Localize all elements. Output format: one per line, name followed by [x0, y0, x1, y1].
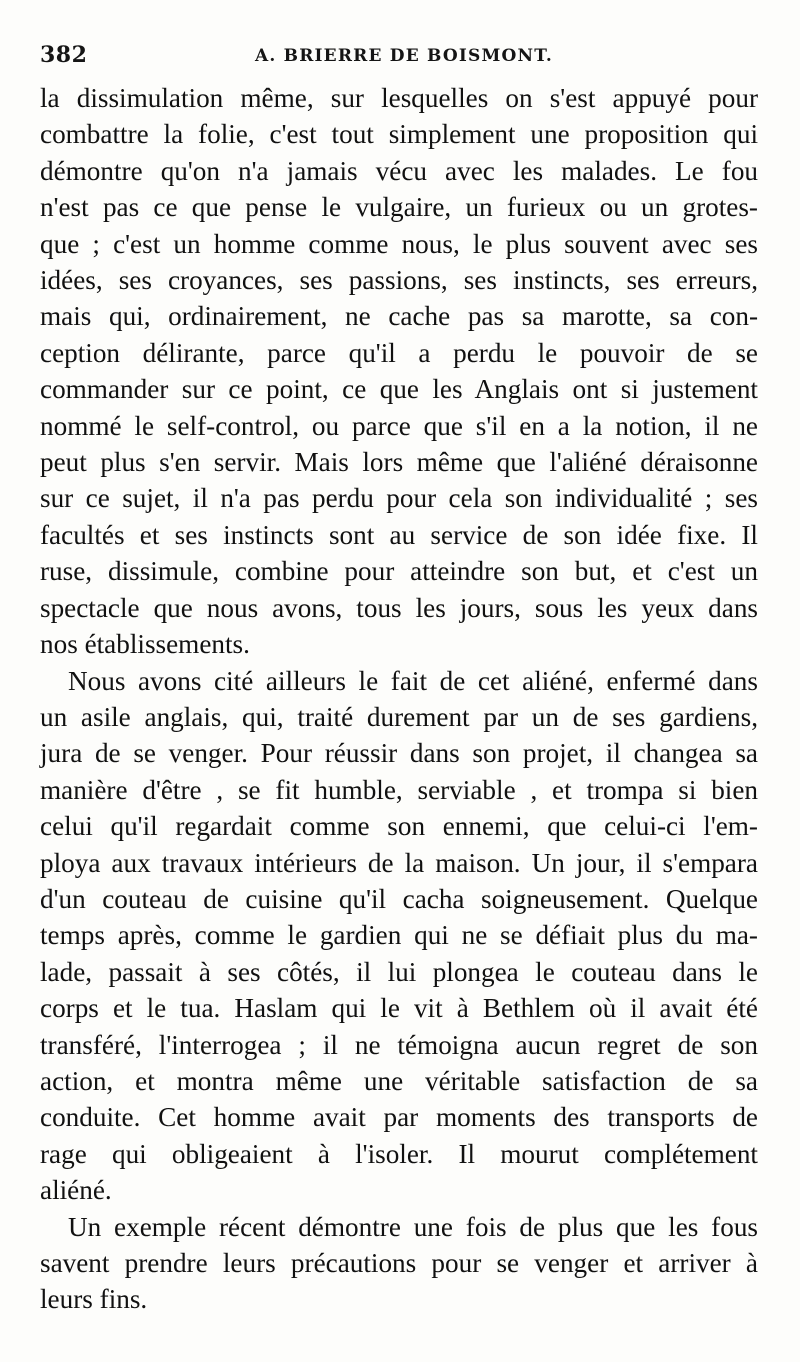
text-line: démontre qu'on n'a jamais vécu avec les malades. Le fou: [40, 155, 758, 186]
paragraph-3: [40, 1209, 758, 1318]
paragraph-1: [40, 80, 758, 663]
paragraph-2: [40, 663, 758, 1209]
text-line: lade, passait à ses côtés, il lui plongea le couteau dans le: [40, 956, 758, 987]
text-line: aliéné.: [40, 1175, 112, 1206]
body-text: [40, 80, 758, 1318]
text-line: leurs fins.: [40, 1284, 148, 1315]
text-line: ception délirante, parce qu'il a perdu le pouvoir de se: [40, 337, 758, 368]
text-line: celui qu'il regardait comme son ennemi, que celui-ci l'em-: [40, 811, 758, 842]
text-line: peut plus s'en servir. Mais lors même que l'aliéné déraisonne: [40, 447, 758, 478]
text-line: temps après, comme le gardien qui ne se défiait plus du ma-: [40, 920, 758, 951]
text-line: commander sur ce point, ce que les Anglais ont si justement: [40, 374, 758, 405]
text-line: rage qui obligeaient à l'isoler. Il mourut complétement: [40, 1138, 758, 1169]
text-line: ruse, dissimule, combine pour atteindre son but, et c'est un: [40, 556, 758, 587]
text-line: spectacle que nous avons, tous les jours, sous les yeux dans: [40, 592, 758, 623]
text-line: n'est pas ce que pense le vulgaire, un furieux ou un grotes-: [40, 192, 758, 223]
text-line: corps et le tua. Haslam qui le vit à Bethlem où il avait été: [40, 993, 758, 1024]
text-line: conduite. Cet homme avait par moments des transports de: [40, 1102, 758, 1133]
text-line: transféré, l'interrogea ; il ne témoigna aucun regret de son: [40, 1029, 758, 1060]
running-head: A. BRIERRE DE BOISMONT.: [255, 46, 554, 66]
text-line: action, et montra même une véritable satisfaction de sa: [40, 1065, 758, 1096]
page-number: 382: [40, 42, 88, 68]
text-line: manière d'être , se fit humble, serviable , et trompa si bien: [40, 774, 758, 805]
text-line: Un exemple récent démontre une fois de plus que les fous: [68, 1211, 758, 1242]
text-line: combattre la folie, c'est tout simplement une proposition qui: [40, 119, 758, 150]
text-line: ploya aux travaux intérieurs de la maison. Un jour, il s'empara: [40, 847, 758, 878]
text-line: Nous avons cité ailleurs le fait de cet aliéné, enfermé dans: [68, 665, 758, 696]
text-line: sur ce sujet, il n'a pas perdu pour cela son individualité ; ses: [40, 483, 758, 514]
text-line: la dissimulation même, sur lesquelles on s'est appuyé pour: [40, 83, 758, 113]
text-line: d'un couteau de cuisine qu'il cacha soigneusement. Quelque: [40, 883, 758, 914]
text-line: nos établissements.: [40, 629, 250, 660]
text-line: jura de se venger. Pour réussir dans son projet, il changea sa: [40, 738, 758, 769]
text-line: que ; c'est un homme comme nous, le plus souvent avec ses: [40, 228, 758, 259]
page-header: [40, 42, 760, 76]
text-line: un asile anglais, qui, traité durement par un de ses gardiens,: [40, 701, 758, 732]
text-line: nommé le self-control, ou parce que s'il en a la notion, il ne: [40, 410, 758, 441]
text-line: mais qui, ordinairement, ne cache pas sa marotte, sa con-: [40, 301, 758, 332]
text-line: idées, ses croyances, ses passions, ses instincts, ses erreurs,: [40, 265, 758, 296]
text-line: savent prendre leurs précautions pour se venger et arriver à: [40, 1248, 758, 1278]
text-line: facultés et ses instincts sont au service de son idée fixe. Il: [40, 519, 758, 550]
